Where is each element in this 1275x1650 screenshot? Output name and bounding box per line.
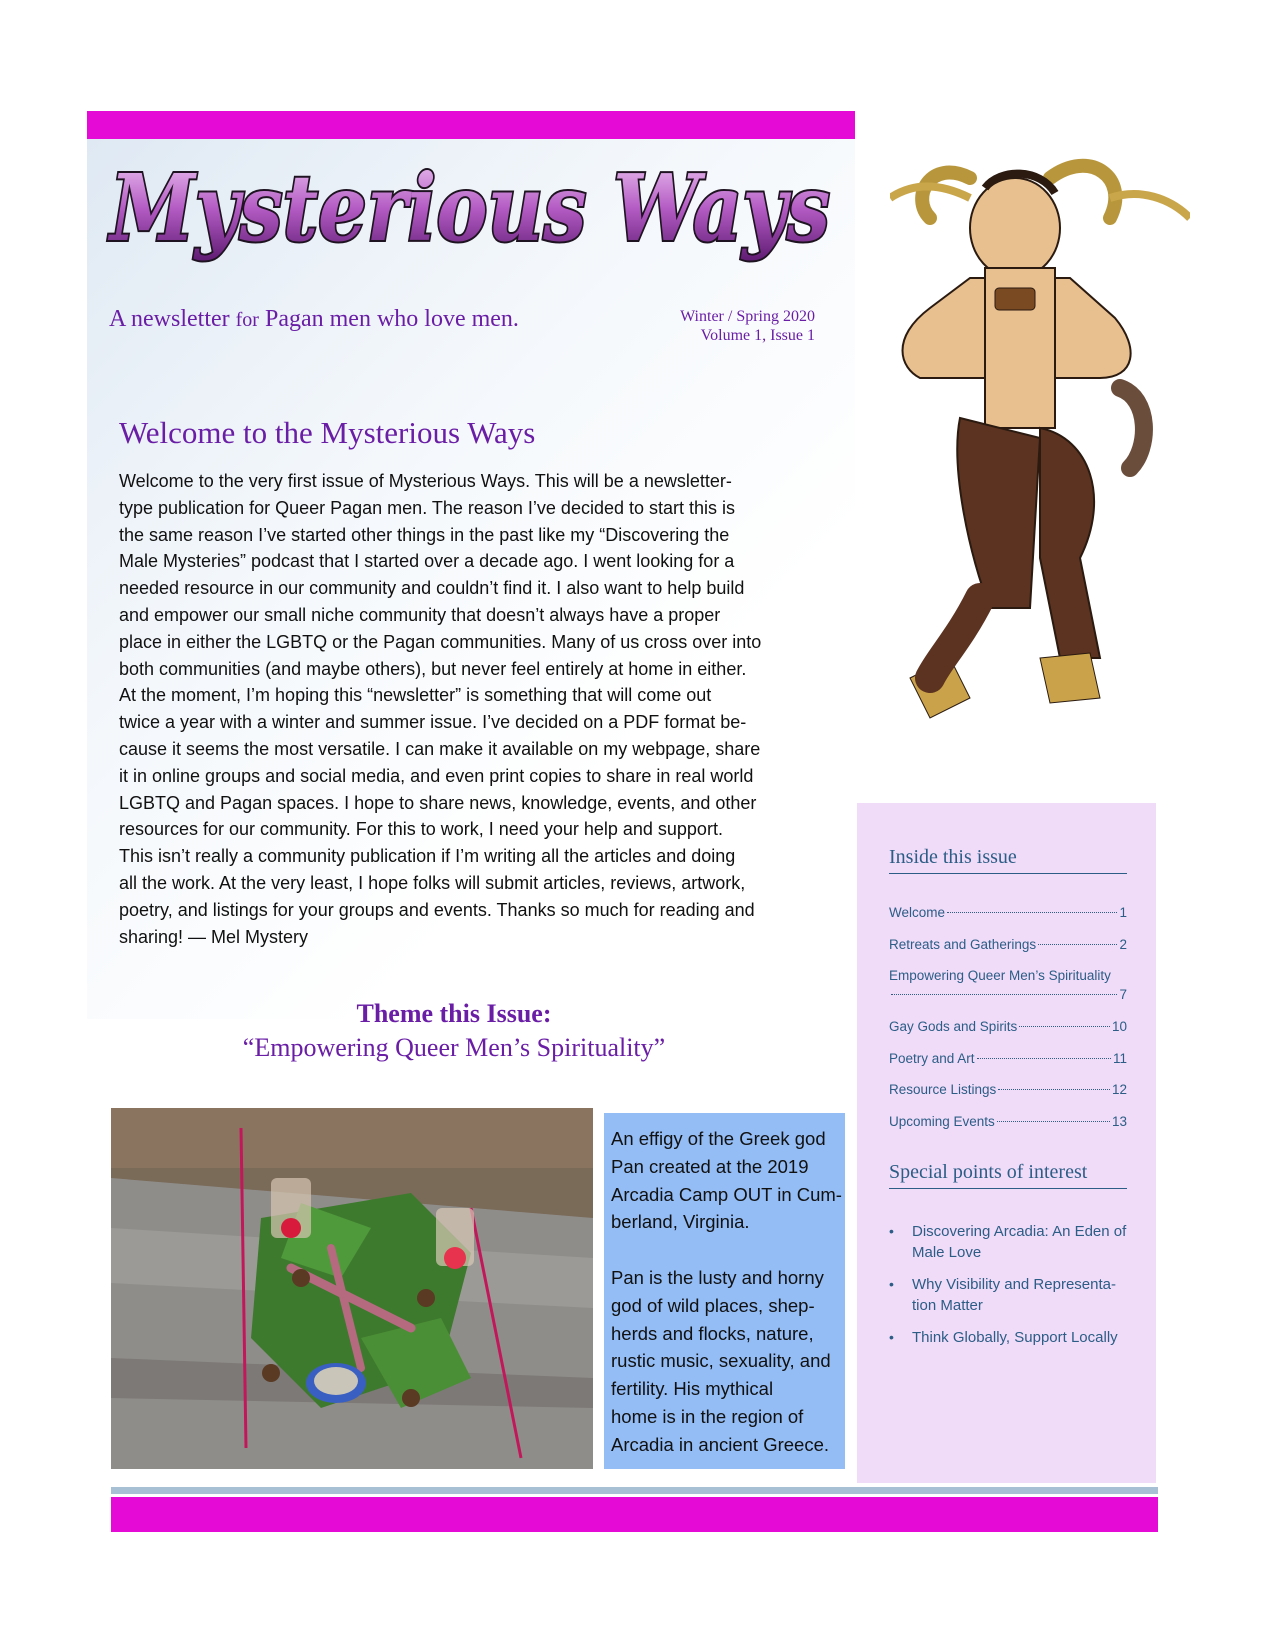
caption-line: Arcadia in ancient Greece. xyxy=(611,1433,830,1455)
tagline: A newsletter for Pagan men who love men. xyxy=(109,306,519,332)
welcome-line: the same reason I’ve started other things in the past like my “Discovering the xyxy=(119,524,730,545)
toc-dot-leader xyxy=(1019,1026,1110,1027)
welcome-line: Welcome to the very first issue of Mysterious Ways. This will be a newsletter- xyxy=(119,471,732,491)
welcome-title: Welcome to the Mysterious Ways xyxy=(119,415,536,450)
toc-item[interactable] xyxy=(889,937,1127,969)
toc-item[interactable] xyxy=(889,1019,1127,1051)
toc-item[interactable] xyxy=(889,1051,1127,1083)
caption-line: god of wild places, shep- xyxy=(611,1294,815,1316)
special-point-line: tion Matter xyxy=(912,1297,983,1314)
toc-item-page: 13 xyxy=(1111,1113,1127,1129)
toc-item-label: Resource Listings xyxy=(889,1082,997,1097)
toc-dot-leader xyxy=(1038,944,1117,945)
welcome-line: LGBTQ and Pagan spaces. I hope to share news, knowledge, events, and other xyxy=(119,792,757,813)
toc-item-page: 12 xyxy=(1111,1082,1127,1097)
toc-item-label: Empowering Queer Men’s Spirituality xyxy=(889,968,1111,983)
toc-dot-leader xyxy=(947,912,1117,913)
caption-line: home is in the region of xyxy=(611,1405,804,1427)
satyr-illustration xyxy=(890,138,1190,758)
toc-item-page: 7 xyxy=(1119,987,1127,1002)
caption-line: berland, Virginia. xyxy=(611,1211,750,1233)
toc-item-label: Retreats and Gatherings xyxy=(889,936,1037,952)
caption-line: An effigy of the Greek god xyxy=(611,1128,826,1149)
welcome-line: poetry, and listings for your groups and events. Thanks so much for reading and xyxy=(119,899,755,920)
toc-item-page: 10 xyxy=(1111,1019,1127,1034)
theme-block xyxy=(109,997,799,1065)
toc-item-page: 11 xyxy=(1112,1050,1127,1066)
special-point-line: Think Globally, Support Locally xyxy=(912,1329,1118,1346)
welcome-line: needed resource in our community and couldn’t find it. I also want to help build xyxy=(119,578,745,599)
toc-heading: Inside this issue xyxy=(889,846,1127,874)
caption-line: herds and flocks, nature, xyxy=(611,1322,814,1344)
toc-item-label: Welcome xyxy=(889,905,946,920)
welcome-line: At the moment, I’m hoping this “newsletter” is something that will come out xyxy=(119,685,712,706)
special-points-list xyxy=(889,1221,1134,1359)
welcome-line: cause it seems the most versatile. I can make it available on my webpage, share xyxy=(119,738,761,759)
caption-line: Pan is the lusty and horny xyxy=(611,1266,824,1288)
special-point-line: Discovering Arcadia: An Eden of xyxy=(912,1223,1127,1240)
caption-paragraph-1 xyxy=(611,1125,842,1236)
welcome-line: all the work. At the very least, I hope folks will submit articles, reviews, artwork, xyxy=(119,872,746,893)
special-point-item[interactable] xyxy=(889,1274,1134,1316)
welcome-line: sharing! — Mel Mystery xyxy=(119,926,309,947)
photo-caption xyxy=(604,1113,845,1469)
welcome-line: twice a year with a winter and summer issue. I’ve decided on a PDF format be- xyxy=(119,712,747,733)
theme-heading: Theme this Issue: xyxy=(356,999,552,1028)
welcome-line: type publication for Queer Pagan men. The reason I’ve decided to start this is xyxy=(119,497,736,518)
toc-item-label: Upcoming Events xyxy=(889,1113,995,1129)
bullet-icon: • xyxy=(889,1329,894,1345)
bottom-accent-bar xyxy=(111,1497,1158,1532)
caption-line: fertility. His mythical xyxy=(611,1378,774,1400)
toc-item[interactable] xyxy=(889,1082,1127,1114)
special-point-line: Male Love xyxy=(912,1244,982,1261)
toc-item-page: 1 xyxy=(1119,905,1127,920)
top-accent-bar xyxy=(87,111,855,139)
welcome-line: Male Mysteries” podcast that I started over a decade ago. I went looking for a xyxy=(119,551,735,572)
toc-item-label: Poetry and Art xyxy=(889,1050,975,1066)
issue-info xyxy=(680,307,815,345)
special-point-item[interactable] xyxy=(889,1327,1134,1348)
caption-line: rustic music, sexuality, and xyxy=(611,1350,831,1372)
points-heading: Special points of interest xyxy=(889,1161,1127,1189)
welcome-body xyxy=(119,468,809,950)
caption-line: Pan created at the 2019 xyxy=(611,1155,809,1177)
toc-item[interactable] xyxy=(889,905,1127,937)
special-point-item[interactable] xyxy=(889,1221,1134,1263)
special-point-text xyxy=(912,1327,1118,1348)
table-of-contents xyxy=(889,905,1127,1145)
bullet-icon: • xyxy=(889,1276,894,1292)
toc-item-page: 2 xyxy=(1119,936,1127,952)
bottom-divider-line xyxy=(111,1487,1158,1494)
welcome-line: it in online groups and social media, and even print copies to share in real world xyxy=(119,765,754,786)
toc-item-label: Gay Gods and Spirits xyxy=(889,1019,1018,1034)
toc-dot-leader xyxy=(997,1121,1110,1122)
toc-item[interactable] xyxy=(889,1114,1127,1146)
welcome-line: place in either the LGBTQ or the Pagan communities. Many of us cross over into xyxy=(119,631,762,652)
special-point-line: Why Visibility and Representa- xyxy=(912,1276,1116,1293)
toc-item[interactable] xyxy=(889,968,1127,1019)
welcome-line: and empower our small niche community that doesn’t always have a proper xyxy=(119,604,721,625)
toc-dot-leader xyxy=(977,1058,1111,1059)
toc-dot-leader xyxy=(998,1089,1110,1090)
caption-paragraph-2 xyxy=(611,1264,838,1459)
masthead-title: Mysterious Ways xyxy=(107,154,831,262)
masthead-logo xyxy=(90,152,850,272)
toc-dot-leader xyxy=(891,994,1117,995)
welcome-line: resources for our community. For this to work, I need your help and support. xyxy=(119,819,723,840)
pan-effigy-photo xyxy=(111,1108,593,1469)
special-point-text xyxy=(912,1221,1126,1263)
bullet-icon: • xyxy=(889,1223,894,1239)
issue-season: Winter / Spring 2020 xyxy=(680,308,815,325)
theme-title: “Empowering Queer Men’s Spirituality” xyxy=(242,1033,666,1062)
special-point-text xyxy=(912,1274,1116,1316)
welcome-line: This isn’t really a community publication if I’m writing all the articles and doing xyxy=(119,846,736,867)
issue-volume: Volume 1, Issue 1 xyxy=(700,327,815,344)
caption-line: Arcadia Camp OUT in Cum- xyxy=(611,1183,842,1205)
welcome-line: both communities (and maybe others), but never feel entirely at home in either. xyxy=(119,658,747,679)
